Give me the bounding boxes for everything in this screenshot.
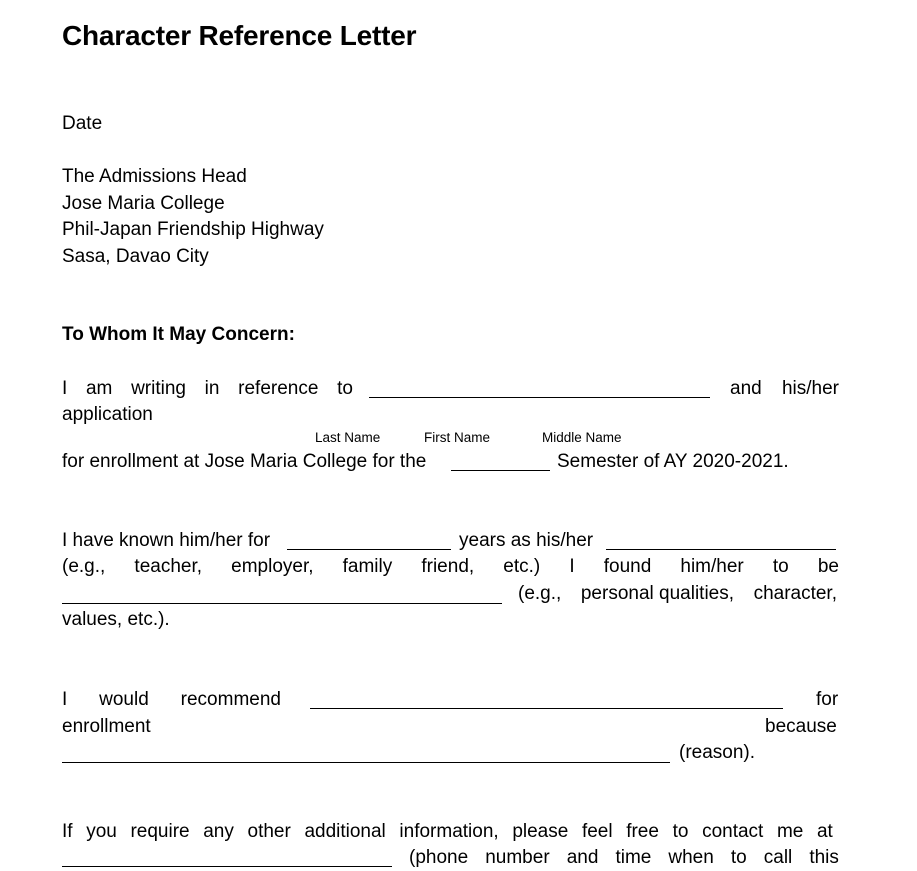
- word: I: [569, 556, 575, 577]
- word: (phone: [409, 847, 469, 868]
- contact-blank[interactable]: [62, 866, 392, 867]
- word: me: [776, 821, 804, 842]
- word: free: [626, 821, 659, 842]
- p1-line2: application: [62, 404, 153, 425]
- page-title: Character Reference Letter: [62, 20, 417, 51]
- p4-line1: [62, 821, 833, 843]
- reason-blank[interactable]: [62, 762, 670, 763]
- p1-line1-tail: [730, 378, 839, 400]
- salutation: To Whom It May Concern:: [62, 324, 295, 345]
- word: please: [512, 821, 569, 842]
- word: be: [817, 556, 839, 577]
- word: to: [337, 378, 353, 399]
- word: would: [99, 689, 149, 710]
- word: additional: [304, 821, 386, 842]
- word: employer,: [231, 556, 314, 577]
- qualities-blank[interactable]: [62, 603, 502, 604]
- word: his/her: [781, 378, 839, 399]
- first-name-label: First Name: [424, 430, 491, 445]
- p1-line1-intro: [62, 378, 353, 400]
- word: found: [603, 556, 652, 577]
- recommendee-blank[interactable]: [310, 708, 783, 709]
- word: contact: [702, 821, 764, 842]
- word: friend,: [421, 556, 475, 577]
- word: number: [485, 847, 550, 868]
- word: time: [615, 847, 652, 868]
- word: any: [203, 821, 234, 842]
- word: and: [566, 847, 599, 868]
- p1-line3-post: Semester of AY 2020-2021.: [557, 451, 789, 472]
- p3-line1-intro: [62, 689, 281, 711]
- word: family: [342, 556, 393, 577]
- word: teacher,: [134, 556, 203, 577]
- p3-line1-tail: for: [816, 689, 839, 710]
- word: feel: [581, 821, 613, 842]
- word: in: [204, 378, 220, 399]
- word: and: [730, 378, 762, 399]
- p3-line2-left: enrollment: [62, 716, 151, 737]
- word: I: [62, 378, 68, 399]
- address-line-3: Phil-Japan Friendship Highway: [62, 219, 324, 240]
- semester-blank[interactable]: [451, 470, 550, 471]
- word: information,: [399, 821, 499, 842]
- relationship-blank[interactable]: [606, 549, 836, 550]
- full-name-blank[interactable]: [369, 397, 710, 398]
- word: (e.g.,: [518, 583, 562, 604]
- word: other: [247, 821, 291, 842]
- p1-line3-pre: for enrollment at Jose Maria College for the: [62, 451, 427, 472]
- word: to: [772, 556, 789, 577]
- middle-name-label: Middle Name: [542, 430, 622, 445]
- word: am: [85, 378, 113, 399]
- word: when: [668, 847, 714, 868]
- address-line-4: Sasa, Davao City: [62, 246, 209, 267]
- word: character,: [753, 583, 837, 604]
- word: you: [86, 821, 117, 842]
- word: call: [763, 847, 793, 868]
- word: writing: [131, 378, 186, 399]
- word: to: [672, 821, 689, 842]
- word: I: [62, 689, 68, 710]
- years-blank[interactable]: [287, 549, 451, 550]
- p2-line2: [62, 556, 839, 578]
- p3-line2-right: because: [765, 716, 837, 737]
- word: personal qualities,: [580, 583, 735, 604]
- p2-line4: values, etc.).: [62, 609, 170, 630]
- address-line-2: Jose Maria College: [62, 193, 225, 214]
- p4-line2: [409, 847, 839, 869]
- word: etc.): [503, 556, 541, 577]
- p3-line3-post: (reason).: [679, 742, 756, 763]
- word: him/her: [680, 556, 744, 577]
- address-line-1: The Admissions Head: [62, 166, 247, 187]
- word: recommend: [180, 689, 281, 710]
- word: If: [62, 821, 73, 842]
- p2-known-for: I have known him/her for: [62, 530, 271, 551]
- word: to: [730, 847, 747, 868]
- last-name-label: Last Name: [315, 430, 381, 445]
- word: reference: [238, 378, 319, 399]
- word: (e.g.,: [62, 556, 106, 577]
- word: at: [816, 821, 833, 842]
- p2-line3: [518, 583, 837, 605]
- word: this: [809, 847, 839, 868]
- p2-years-as: years as his/her: [459, 530, 594, 551]
- word: require: [130, 821, 190, 842]
- date-label: Date: [62, 113, 103, 134]
